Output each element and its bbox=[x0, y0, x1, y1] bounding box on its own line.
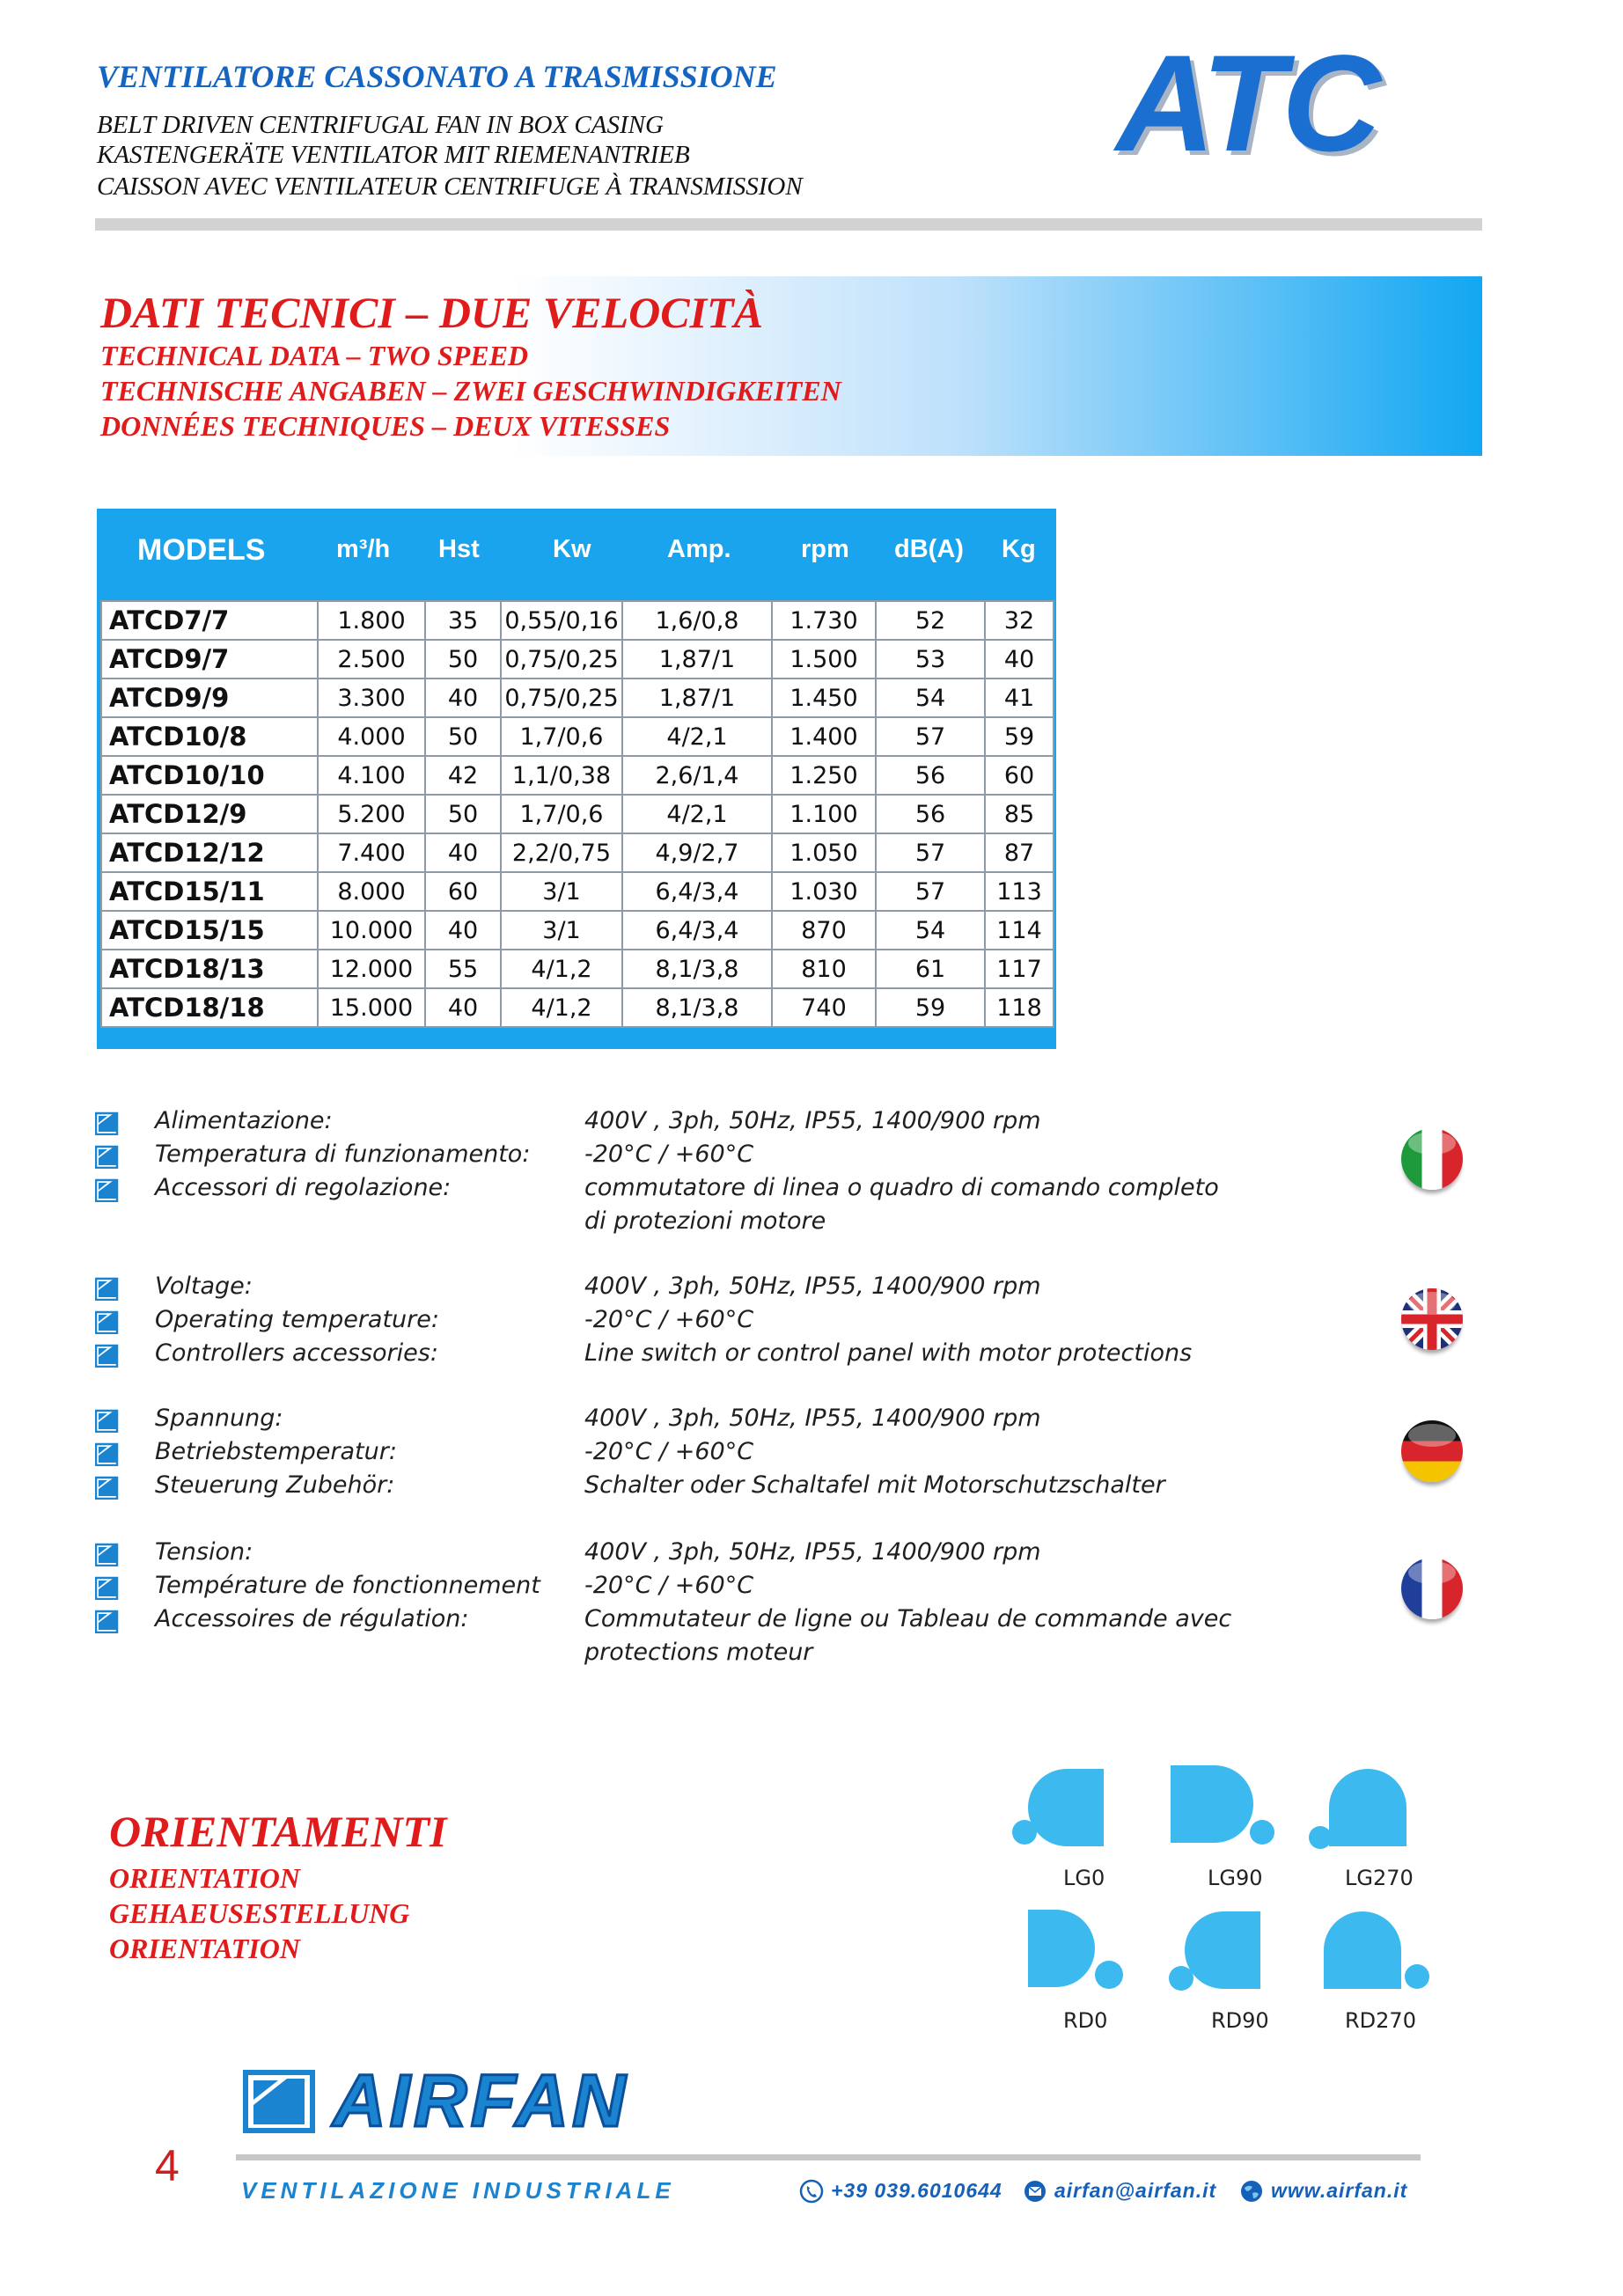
table-cell: 1,7/0,6 bbox=[501, 795, 622, 833]
table-cell: 1.030 bbox=[772, 872, 876, 911]
table-row bbox=[101, 872, 1054, 911]
phone-number[interactable]: +39 039.6010644 bbox=[831, 2179, 1002, 2202]
orientation-subtitle-en: ORIENTATION bbox=[109, 1862, 300, 1894]
table-cell: 810 bbox=[772, 950, 876, 988]
model-cell: ATCD7/7 bbox=[101, 601, 318, 640]
website-link[interactable]: www.airfan.it bbox=[1271, 2179, 1408, 2202]
model-cell: ATCD18/18 bbox=[101, 988, 318, 1027]
checkbox-icon bbox=[95, 1309, 120, 1334]
company-tagline: VENTILAZIONE INDUSTRIALE bbox=[241, 2177, 675, 2204]
table-row bbox=[101, 988, 1054, 1027]
table-cell: 50 bbox=[425, 717, 501, 756]
spec-value: -20°C / +60°C bbox=[584, 1306, 754, 1333]
table-cell: 50 bbox=[425, 640, 501, 679]
table-cell: 740 bbox=[772, 988, 876, 1027]
orientation-label-rd270: RD270 bbox=[1345, 2008, 1416, 2033]
fan-rd0-icon bbox=[1028, 1910, 1123, 1989]
header-airflow: m³/h bbox=[336, 535, 391, 563]
model-cell: ATCD9/7 bbox=[101, 640, 318, 679]
table-cell: 55 bbox=[425, 950, 501, 988]
orientation-label-lg270: LG270 bbox=[1345, 1866, 1414, 1890]
spec-value: -20°C / +60°C bbox=[584, 1572, 754, 1599]
table-cell: 61 bbox=[876, 950, 985, 988]
model-cell: ATCD10/10 bbox=[101, 756, 318, 795]
table-cell: 6,4/3,4 bbox=[622, 872, 772, 911]
spec-label: Accessori di regolazione: bbox=[155, 1174, 452, 1201]
checkbox-icon bbox=[95, 1575, 120, 1600]
table-cell: 8.000 bbox=[318, 872, 425, 911]
orientation-subtitle-fr: ORIENTATION bbox=[109, 1933, 300, 1964]
header-rpm: rpm bbox=[801, 535, 849, 563]
checkbox-icon bbox=[95, 1475, 120, 1500]
spec-value: Line switch or control panel with motor protections bbox=[584, 1339, 1193, 1367]
subtitle-en: BELT DRIVEN CENTRIFUGAL FAN IN BOX CASING bbox=[97, 111, 664, 139]
table-row bbox=[101, 950, 1054, 988]
table-cell: 60 bbox=[425, 872, 501, 911]
spec-value: commutatore di linea o quadro di comando completo bbox=[584, 1174, 1219, 1201]
table-cell: 1.500 bbox=[772, 640, 876, 679]
data-table bbox=[100, 600, 1054, 1028]
document-title: VENTILATORE CASSONATO A TRASMISSIONE bbox=[97, 59, 777, 94]
table-row bbox=[101, 601, 1054, 640]
orientation-label-rd90: RD90 bbox=[1211, 2008, 1269, 2033]
spec-label: Spannung: bbox=[155, 1405, 283, 1432]
spec-value: Commutateur de ligne ou Tableau de commande avec bbox=[584, 1605, 1232, 1632]
table-cell: 7.400 bbox=[318, 833, 425, 872]
spec-value: 400V , 3ph, 50Hz, IP55, 1400/900 rpm bbox=[584, 1273, 1041, 1300]
table-cell: 54 bbox=[876, 679, 985, 717]
checkbox-icon bbox=[95, 1144, 120, 1169]
fan-lg270-icon bbox=[1309, 1769, 1406, 1849]
header-models: MODELS bbox=[137, 533, 266, 567]
checkbox-icon bbox=[95, 1177, 120, 1202]
orientation-subtitle-de: GEHAEUSESTELLUNG bbox=[109, 1897, 410, 1929]
table-cell: 2,6/1,4 bbox=[622, 756, 772, 795]
table-cell: 1.800 bbox=[318, 601, 425, 640]
header-amp: Amp. bbox=[667, 535, 731, 563]
table-row bbox=[101, 833, 1054, 872]
model-cell: ATCD15/15 bbox=[101, 911, 318, 950]
table-cell: 6,4/3,4 bbox=[622, 911, 772, 950]
table-cell: 60 bbox=[985, 756, 1054, 795]
email-address[interactable]: airfan@airfan.it bbox=[1054, 2179, 1217, 2202]
table-row bbox=[101, 679, 1054, 717]
orientation-diagrams bbox=[1012, 1760, 1452, 2050]
table-cell: 4/1,2 bbox=[501, 988, 622, 1027]
spec-value: -20°C / +60°C bbox=[584, 1141, 754, 1168]
technical-data-subtitle-en: TECHNICAL DATA – TWO SPEED bbox=[100, 340, 529, 371]
table-cell: 56 bbox=[876, 795, 985, 833]
technical-data-subtitle-de: TECHNISCHE ANGABEN – ZWEI GESCHWINDIGKEITEN bbox=[100, 375, 841, 407]
spec-value: 400V , 3ph, 50Hz, IP55, 1400/900 rpm bbox=[584, 1538, 1041, 1566]
table-cell: 113 bbox=[985, 872, 1054, 911]
table-cell: 85 bbox=[985, 795, 1054, 833]
table-cell: 57 bbox=[876, 833, 985, 872]
table-cell: 4/2,1 bbox=[622, 717, 772, 756]
table-row bbox=[101, 717, 1054, 756]
model-cell: ATCD10/8 bbox=[101, 717, 318, 756]
header-divider bbox=[95, 218, 1482, 231]
model-cell: ATCD15/11 bbox=[101, 872, 318, 911]
header-kg: Kg bbox=[1002, 535, 1036, 563]
table-cell: 8,1/3,8 bbox=[622, 988, 772, 1027]
footer-divider bbox=[236, 2154, 1421, 2160]
spec-label: Betriebstemperatur: bbox=[155, 1438, 397, 1465]
table-header bbox=[97, 509, 1056, 597]
table-cell: 32 bbox=[985, 601, 1054, 640]
table-cell: 118 bbox=[985, 988, 1054, 1027]
table-cell: 1,1/0,38 bbox=[501, 756, 622, 795]
page-number: 4 bbox=[155, 2141, 180, 2190]
spec-value-continued: protections moteur bbox=[584, 1639, 813, 1666]
table-cell: 56 bbox=[876, 756, 985, 795]
technical-data-table bbox=[97, 509, 1056, 1049]
table-cell: 12.000 bbox=[318, 950, 425, 988]
spec-value: 400V , 3ph, 50Hz, IP55, 1400/900 rpm bbox=[584, 1405, 1041, 1432]
technical-data-title: DATI TECNICI – DUE VELOCITÀ bbox=[100, 288, 763, 337]
orientation-label-rd0: RD0 bbox=[1063, 2008, 1108, 2033]
checkbox-icon bbox=[95, 1343, 120, 1368]
table-cell: 4/1,2 bbox=[501, 950, 622, 988]
table-cell: 53 bbox=[876, 640, 985, 679]
table-cell: 10.000 bbox=[318, 911, 425, 950]
table-cell: 15.000 bbox=[318, 988, 425, 1027]
table-cell: 4.100 bbox=[318, 756, 425, 795]
table-cell: 57 bbox=[876, 717, 985, 756]
table-cell: 59 bbox=[985, 717, 1054, 756]
fan-lg90-icon bbox=[1171, 1765, 1274, 1845]
spec-label: Temperatura di funzionamento: bbox=[155, 1141, 531, 1168]
model-cell: ATCD18/13 bbox=[101, 950, 318, 988]
spec-label: Voltage: bbox=[155, 1273, 253, 1300]
fan-rd90-icon bbox=[1169, 1911, 1260, 1991]
table-cell: 8,1/3,8 bbox=[622, 950, 772, 988]
spec-label: Operating temperature: bbox=[155, 1306, 439, 1333]
table-cell: 57 bbox=[876, 872, 985, 911]
table-cell: 52 bbox=[876, 601, 985, 640]
table-cell: 3.300 bbox=[318, 679, 425, 717]
airfan-brand-text: AIRFAN bbox=[333, 2065, 629, 2138]
italian-flag-icon bbox=[1401, 1128, 1463, 1190]
subtitle-de: KASTENGERÄTE VENTILATOR MIT RIEMENANTRIEB bbox=[97, 141, 690, 169]
table-cell: 5.200 bbox=[318, 795, 425, 833]
orientation-label-lg0: LG0 bbox=[1063, 1866, 1105, 1890]
table-cell: 1,87/1 bbox=[622, 679, 772, 717]
table-cell: 3/1 bbox=[501, 911, 622, 950]
table-cell: 1.400 bbox=[772, 717, 876, 756]
french-flag-icon bbox=[1401, 1558, 1463, 1619]
globe-icon bbox=[1239, 2179, 1264, 2204]
orientation-label-lg90: LG90 bbox=[1208, 1866, 1263, 1890]
table-cell: 40 bbox=[425, 911, 501, 950]
table-cell: 0,75/0,25 bbox=[501, 679, 622, 717]
table-row bbox=[101, 795, 1054, 833]
spec-label: Alimentazione: bbox=[155, 1107, 333, 1134]
airfan-emblem-icon bbox=[243, 2070, 315, 2133]
model-cell: ATCD9/9 bbox=[101, 679, 318, 717]
spec-value: -20°C / +60°C bbox=[584, 1438, 754, 1465]
model-cell: ATCD12/12 bbox=[101, 833, 318, 872]
fan-lg0-icon bbox=[1012, 1769, 1104, 1846]
table-cell: 2.500 bbox=[318, 640, 425, 679]
table-cell: 50 bbox=[425, 795, 501, 833]
spec-label: Steuerung Zubehör: bbox=[155, 1471, 395, 1499]
table-cell: 1.450 bbox=[772, 679, 876, 717]
table-cell: 87 bbox=[985, 833, 1054, 872]
checkbox-icon bbox=[95, 1408, 120, 1433]
table-cell: 40 bbox=[425, 988, 501, 1027]
table-row bbox=[101, 911, 1054, 950]
header-db: dB(A) bbox=[894, 535, 964, 563]
table-row bbox=[101, 756, 1054, 795]
spec-label: Tension: bbox=[155, 1538, 253, 1566]
table-cell: 0,55/0,16 bbox=[501, 601, 622, 640]
table-cell: 4,9/2,7 bbox=[622, 833, 772, 872]
table-cell: 114 bbox=[985, 911, 1054, 950]
fan-rd270-icon bbox=[1324, 1911, 1429, 1989]
spec-label: Controllers accessories: bbox=[155, 1339, 438, 1367]
table-cell: 1.730 bbox=[772, 601, 876, 640]
spec-label: Température de fonctionnement bbox=[155, 1572, 540, 1599]
table-cell: 40 bbox=[425, 833, 501, 872]
uk-flag-icon bbox=[1401, 1288, 1463, 1350]
phone-icon bbox=[799, 2179, 824, 2204]
spec-value: 400V , 3ph, 50Hz, IP55, 1400/900 rpm bbox=[584, 1107, 1041, 1134]
checkbox-icon bbox=[95, 1441, 120, 1466]
subtitle-fr: CAISSON AVEC VENTILATEUR CENTRIFUGE À TRANSMISSION bbox=[97, 172, 803, 201]
table-cell: 4/2,1 bbox=[622, 795, 772, 833]
table-cell: 1,7/0,6 bbox=[501, 717, 622, 756]
table-cell: 41 bbox=[985, 679, 1054, 717]
table-cell: 40 bbox=[985, 640, 1054, 679]
table-cell: 40 bbox=[425, 679, 501, 717]
table-cell: 0,75/0,25 bbox=[501, 640, 622, 679]
table-cell: 1.100 bbox=[772, 795, 876, 833]
checkbox-icon bbox=[95, 1111, 120, 1135]
atc-logo: ATC bbox=[1116, 27, 1378, 180]
table-cell: 3/1 bbox=[501, 872, 622, 911]
table-row bbox=[101, 640, 1054, 679]
spec-value: Schalter oder Schaltafel mit Motorschutzschalter bbox=[584, 1471, 1165, 1499]
table-cell: 117 bbox=[985, 950, 1054, 988]
table-cell: 1,87/1 bbox=[622, 640, 772, 679]
table-cell: 1,6/0,8 bbox=[622, 601, 772, 640]
checkbox-icon bbox=[95, 1542, 120, 1566]
header-hst: Hst bbox=[438, 535, 480, 563]
checkbox-icon bbox=[95, 1609, 120, 1633]
spec-value-continued: di protezioni motore bbox=[584, 1207, 826, 1235]
checkbox-icon bbox=[95, 1276, 120, 1301]
table-cell: 1.250 bbox=[772, 756, 876, 795]
table-cell: 42 bbox=[425, 756, 501, 795]
orientation-title: ORIENTAMENTI bbox=[109, 1807, 447, 1856]
table-cell: 4.000 bbox=[318, 717, 425, 756]
table-cell: 870 bbox=[772, 911, 876, 950]
model-cell: ATCD12/9 bbox=[101, 795, 318, 833]
technical-data-subtitle-fr: DONNÉES TECHNIQUES – DEUX VITESSES bbox=[100, 410, 671, 442]
airfan-wordmark bbox=[327, 2065, 785, 2138]
table-cell: 35 bbox=[425, 601, 501, 640]
table-cell: 54 bbox=[876, 911, 985, 950]
german-flag-icon bbox=[1401, 1420, 1463, 1482]
table-cell: 59 bbox=[876, 988, 985, 1027]
email-icon bbox=[1023, 2179, 1047, 2204]
spec-label: Accessoires de régulation: bbox=[155, 1605, 469, 1632]
table-cell: 1.050 bbox=[772, 833, 876, 872]
header-kw: Kw bbox=[553, 535, 591, 563]
table-cell: 2,2/0,75 bbox=[501, 833, 622, 872]
